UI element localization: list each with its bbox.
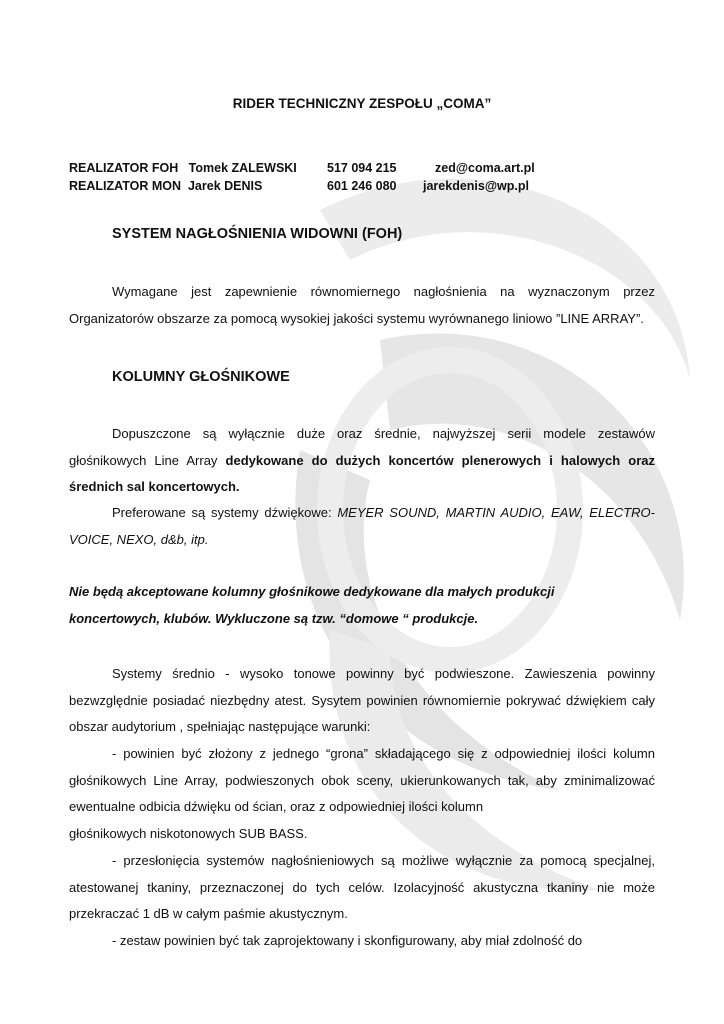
text-bold: dedykowane do dużych koncertów plenerowych i halowych oraz średnich sal koncertowych. [69,452,656,494]
text-normal: Preferowane są systemy dźwiękowe: [112,505,338,520]
paragraph-systems: Systemy średnio - wysoko tonowe powinny być podwieszone. Zawieszenia powinny bezwzględnie posiadać niezbędny atest. Sysytem powinien równomiernie pokrywać dźwiękiem cały obszar audytorium , spełniając następujące warunki: [69,666,655,734]
section-heading-kolumny: KOLUMNY GŁOŚNIKOWE [112,369,290,385]
paragraph-tkanina: - przesłonięcia systemów nagłośnieniowych są możliwe wyłącznie za pomocą specjalnej, atestowanej tkaniny, przeznaczonej do tych celów. Izolacyjność akustyczna tkaniny nie może przekraczać 1 dB w całym paśmie akustycznym. [69,853,655,921]
contact-row [69,177,535,195]
contact-role: REALIZATOR FOH Tomek ZALEWSKI [69,161,297,175]
contact-role: REALIZATOR MON Jarek DENIS [69,179,263,193]
contacts-table [69,159,535,195]
text-normal: - powinien być złożony z jednego “grona” składającego się z odpowiedniej ilości kolumn głośnikowych Line Array, podwieszonych obok sceny, ukierunkowanych tak, aby zminimalizować ewentualne odbicia dźwięku od ścian, oraz z odpowiedniej ilości kolumn [69,746,655,814]
text-normal: Dopuszczone są wyłącznie duże oraz średnie, najwyższej serii modele zestawów głośnikowych Line Array [69,426,655,468]
paragraph-line-array [69,421,655,501]
paragraph-grono [69,741,655,847]
paragraph-zestaw: - zestaw powinien być tak zaprojektowany i skonfigurowany, aby miał zdolność do [112,933,583,948]
text-italic-brands: MEYER SOUND, MARTIN AUDIO, EAW, ELECTRO-VOICE, NEXO, d&b, itp. [69,505,655,547]
section-heading-foh: SYSTEM NAGŁOŚNIENIA WIDOWNI (FOH) [112,226,403,242]
document-title: RIDER TECHNICZNY ZESPOŁU „COMA” [232,96,492,111]
contact-row [69,159,535,177]
warning-line: koncertowych, klubów. Wykluczone są tzw. “domowe “ produkcje. [69,610,479,626]
text-normal: głośnikowych niskotonowych SUB BASS. [69,825,308,841]
warning-line: Nie będą akceptowane kolumny głośnikowe dedykowane dla małych produkcji [69,584,555,599]
contact-phone: 517 094 215 [327,161,397,175]
paragraph-preferred [69,500,655,553]
warning-note [69,579,655,632]
contact-email: jarekdenis@wp.pl [423,179,529,193]
paragraph-foh: Wymagane jest zapewnienie równomiernego nagłośnienia na wyznaczonym przez Organizatorów obszarze za pomocą wysokiej jakości systemu wyrównanego liniowo ”LINE ARRAY”. [69,284,655,326]
contact-phone: 601 246 080 [327,179,397,193]
contact-email: zed@coma.art.pl [435,161,535,175]
